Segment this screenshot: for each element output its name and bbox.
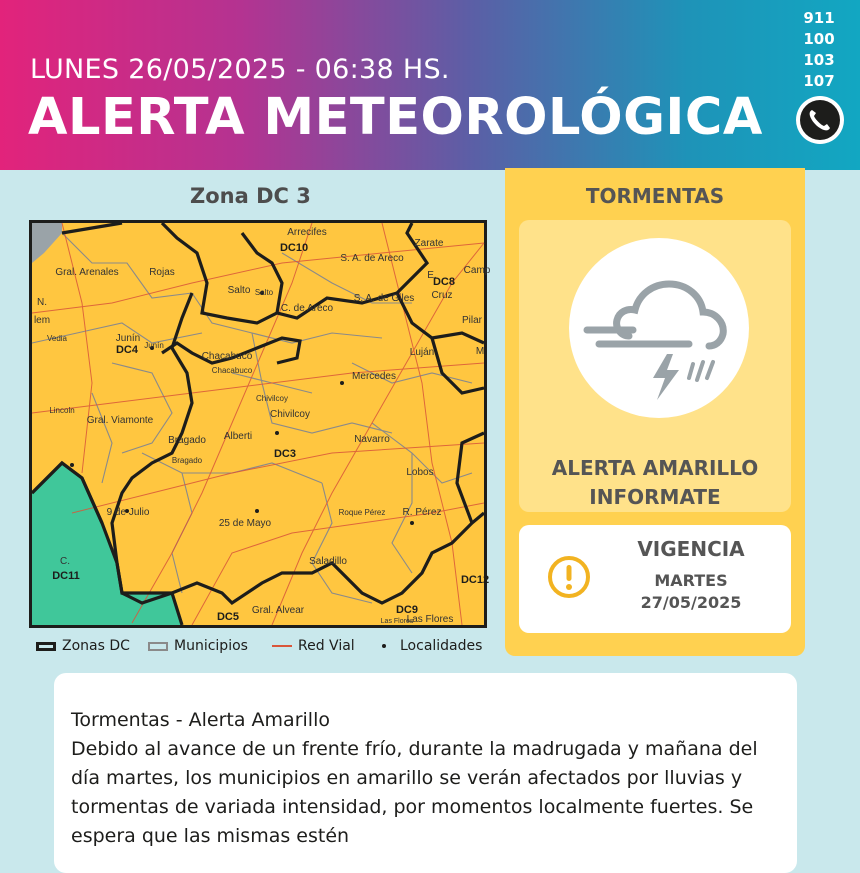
place-label: Lincoln <box>49 406 75 415</box>
place-label: Roque Pérez <box>338 508 386 517</box>
place-label: S. A. de Areco <box>340 253 404 264</box>
zone-label: DC8 <box>432 276 456 288</box>
place-label: Navarro <box>354 434 390 445</box>
map-svg <box>32 223 491 625</box>
place-label: Luján <box>409 347 435 358</box>
place-label: Las Flores <box>406 614 454 625</box>
description-card <box>54 673 797 873</box>
legend-item-localidades: Localidades <box>382 638 482 654</box>
zone-label: DC3 <box>273 448 297 460</box>
hazard-title: TORMENTAS <box>585 184 725 208</box>
place-label: 25 de Mayo <box>218 518 272 529</box>
place-label: Junín <box>115 333 141 344</box>
place-label: Lobos <box>406 467 434 478</box>
place-label: 9 de Julio <box>106 507 150 518</box>
alert-box <box>519 220 791 512</box>
zone-label: DC5 <box>216 611 240 623</box>
place-label: M <box>475 346 485 357</box>
zone-label: DC12 <box>460 574 490 586</box>
place-label: Cruz <box>431 290 453 301</box>
place-label: Saladillo <box>309 556 347 567</box>
place-label: Chivilcoy <box>269 409 311 420</box>
phone-number[interactable]: 103 <box>803 51 835 69</box>
emergency-numbers <box>796 8 842 92</box>
phone-icon[interactable] <box>796 96 844 144</box>
legend-item-municipios: Municipios <box>148 638 248 654</box>
place-label: Bragado <box>171 456 203 465</box>
map-legend <box>36 636 496 658</box>
road-swatch <box>272 645 292 647</box>
place-label: lem <box>33 315 51 326</box>
phone-number[interactable]: 911 <box>803 9 835 27</box>
alert-level: ALERTA AMARILLO INFORMATE <box>551 456 759 509</box>
description-heading: Tormentas - Alerta Amarillo <box>71 709 330 731</box>
place-label: Alberti <box>223 431 253 442</box>
header-banner <box>0 0 860 170</box>
place-label: Gral. Arenales <box>55 267 119 278</box>
legend-item-zonas: Zonas DC <box>36 638 130 654</box>
vigencia-day: MARTES <box>654 571 728 590</box>
place-label: Chacabuco <box>201 351 253 362</box>
place-label: Las Flores <box>380 618 414 625</box>
place-label: Chivilcoy <box>255 394 289 403</box>
place-label: C. de Areco <box>280 303 334 314</box>
place-label: Gral. Alvear <box>251 605 305 616</box>
vigencia-box <box>519 525 791 633</box>
place-label: Rojas <box>149 267 175 278</box>
place-label: Pilar <box>461 315 483 326</box>
zone-label: DC4 <box>115 344 139 356</box>
locality-dot-swatch <box>382 644 386 648</box>
place-label: Chacabuco <box>211 366 253 375</box>
place-label: Camp <box>463 265 491 276</box>
place-label: Salto <box>227 285 251 296</box>
phone-number[interactable]: 100 <box>803 30 835 48</box>
place-label: Gral. Viamonte <box>86 415 154 426</box>
alert-panel <box>505 168 805 656</box>
zone-title: Zona DC 3 <box>190 184 311 208</box>
place-label: Mercedes <box>352 371 396 382</box>
place-label: Zarate <box>414 238 444 249</box>
phone-number[interactable]: 107 <box>803 72 835 90</box>
place-label: C. <box>60 556 70 567</box>
issue-date: LUNES 26/05/2025 - 06:38 HS. <box>30 54 450 85</box>
zone-label: DC9 <box>395 604 419 616</box>
place-label: Junín <box>144 341 164 350</box>
zone-map[interactable] <box>29 220 491 628</box>
place-label: R. Pérez <box>402 507 442 518</box>
legend-item-red-vial: Red Vial <box>272 638 355 654</box>
zone-label: DC10 <box>279 242 309 254</box>
place-label: Salto <box>254 288 274 297</box>
place-label: Arrecifes <box>287 227 327 238</box>
warning-circle-icon <box>547 555 591 599</box>
place-label: E. <box>427 270 437 281</box>
page-title: ALERTA METEOROLÓGICA <box>28 88 763 147</box>
place-label: Bragado <box>168 435 206 446</box>
municipio-border-swatch <box>148 642 168 651</box>
place-label: N. <box>37 297 47 308</box>
place-label: S. A. de Giles <box>353 293 415 304</box>
zone-label: DC11 <box>52 570 80 582</box>
description-body: Debido al avance de un frente frío, durante la madrugada y mañana del día martes, los municipios en amarillo se verán afectados por lluvias y tormentas de variada intensidad, por momentos localmente fuertes. Se espera que las mismas estén <box>71 738 758 847</box>
place-label: Vedia <box>46 334 68 343</box>
vigencia-date: 27/05/2025 <box>640 593 742 612</box>
zone-border-swatch <box>36 642 56 651</box>
vigencia-title: VIGENCIA <box>637 537 745 561</box>
storm-cloud-icon <box>569 238 749 418</box>
